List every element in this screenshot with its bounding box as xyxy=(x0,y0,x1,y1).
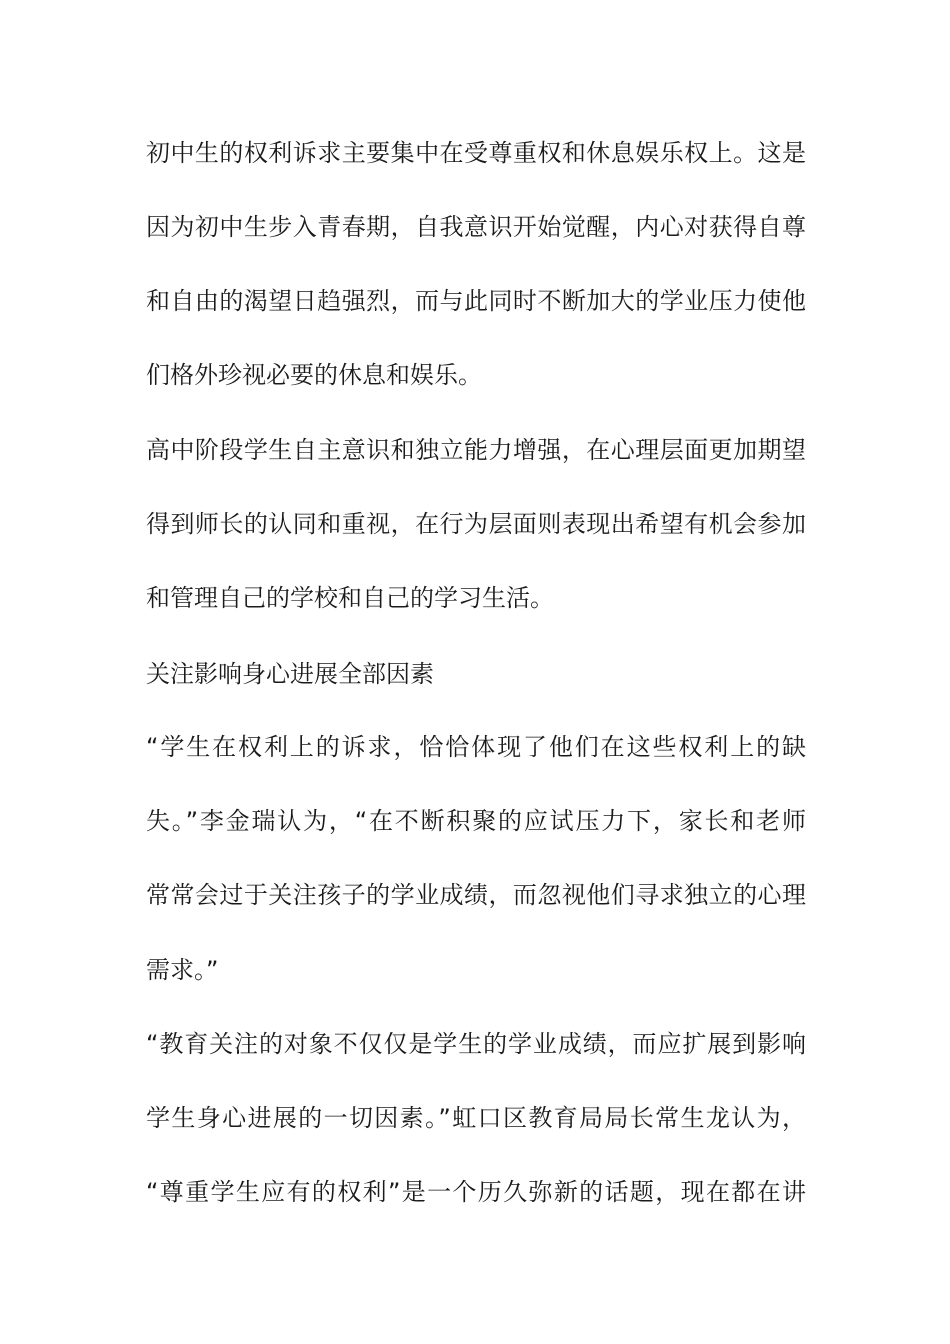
paragraph-1-line-3: 和自由的渴望日趋强烈，而与此同时不断加大的学业压力使他 xyxy=(146,287,806,315)
paragraph-4-line-1: “学生在权利上的诉求，恰恰体现了他们在这些权利上的缺 xyxy=(146,733,806,761)
paragraph-1-line-1: 初中生的权利诉求主要集中在受尊重权和休息娱乐权上。这是 xyxy=(146,139,806,167)
paragraph-2-line-3: 和管理自己的学校和自己的学习生活。 xyxy=(146,584,554,612)
paragraph-1-line-2: 因为初中生步入青春期，自我意识开始觉醒，内心对获得自尊 xyxy=(146,213,806,241)
section-heading: 关注影响身心进展全部因素 xyxy=(146,660,434,688)
paragraph-5-line-3: “尊重学生应有的权利”是一个历久弥新的话题，现在都在讲 xyxy=(146,1178,806,1206)
paragraph-4-line-4: 需求。” xyxy=(146,956,219,984)
paragraph-4-line-2: 失。”李金瑞认为，“在不断积聚的应试压力下，家长和老师 xyxy=(146,807,806,835)
paragraph-2-line-2: 得到师长的认同和重视，在行为层面则表现出希望有机会参加 xyxy=(146,510,806,538)
paragraph-5-line-1: “教育关注的对象不仅仅是学生的学业成绩，而应扩展到影响 xyxy=(146,1030,806,1058)
paragraph-5-line-2: 学生身心进展的一切因素。”虹口区教育局局长常生龙认为， xyxy=(146,1104,806,1132)
paragraph-2-line-1: 高中阶段学生自主意识和独立能力增强，在心理层面更加期望 xyxy=(146,436,806,464)
paragraph-1-line-4: 们格外珍视必要的休息和娱乐。 xyxy=(146,361,482,389)
paragraph-4-line-3: 常常会过于关注孩子的学业成绩，而忽视他们寻求独立的心理 xyxy=(146,881,806,909)
